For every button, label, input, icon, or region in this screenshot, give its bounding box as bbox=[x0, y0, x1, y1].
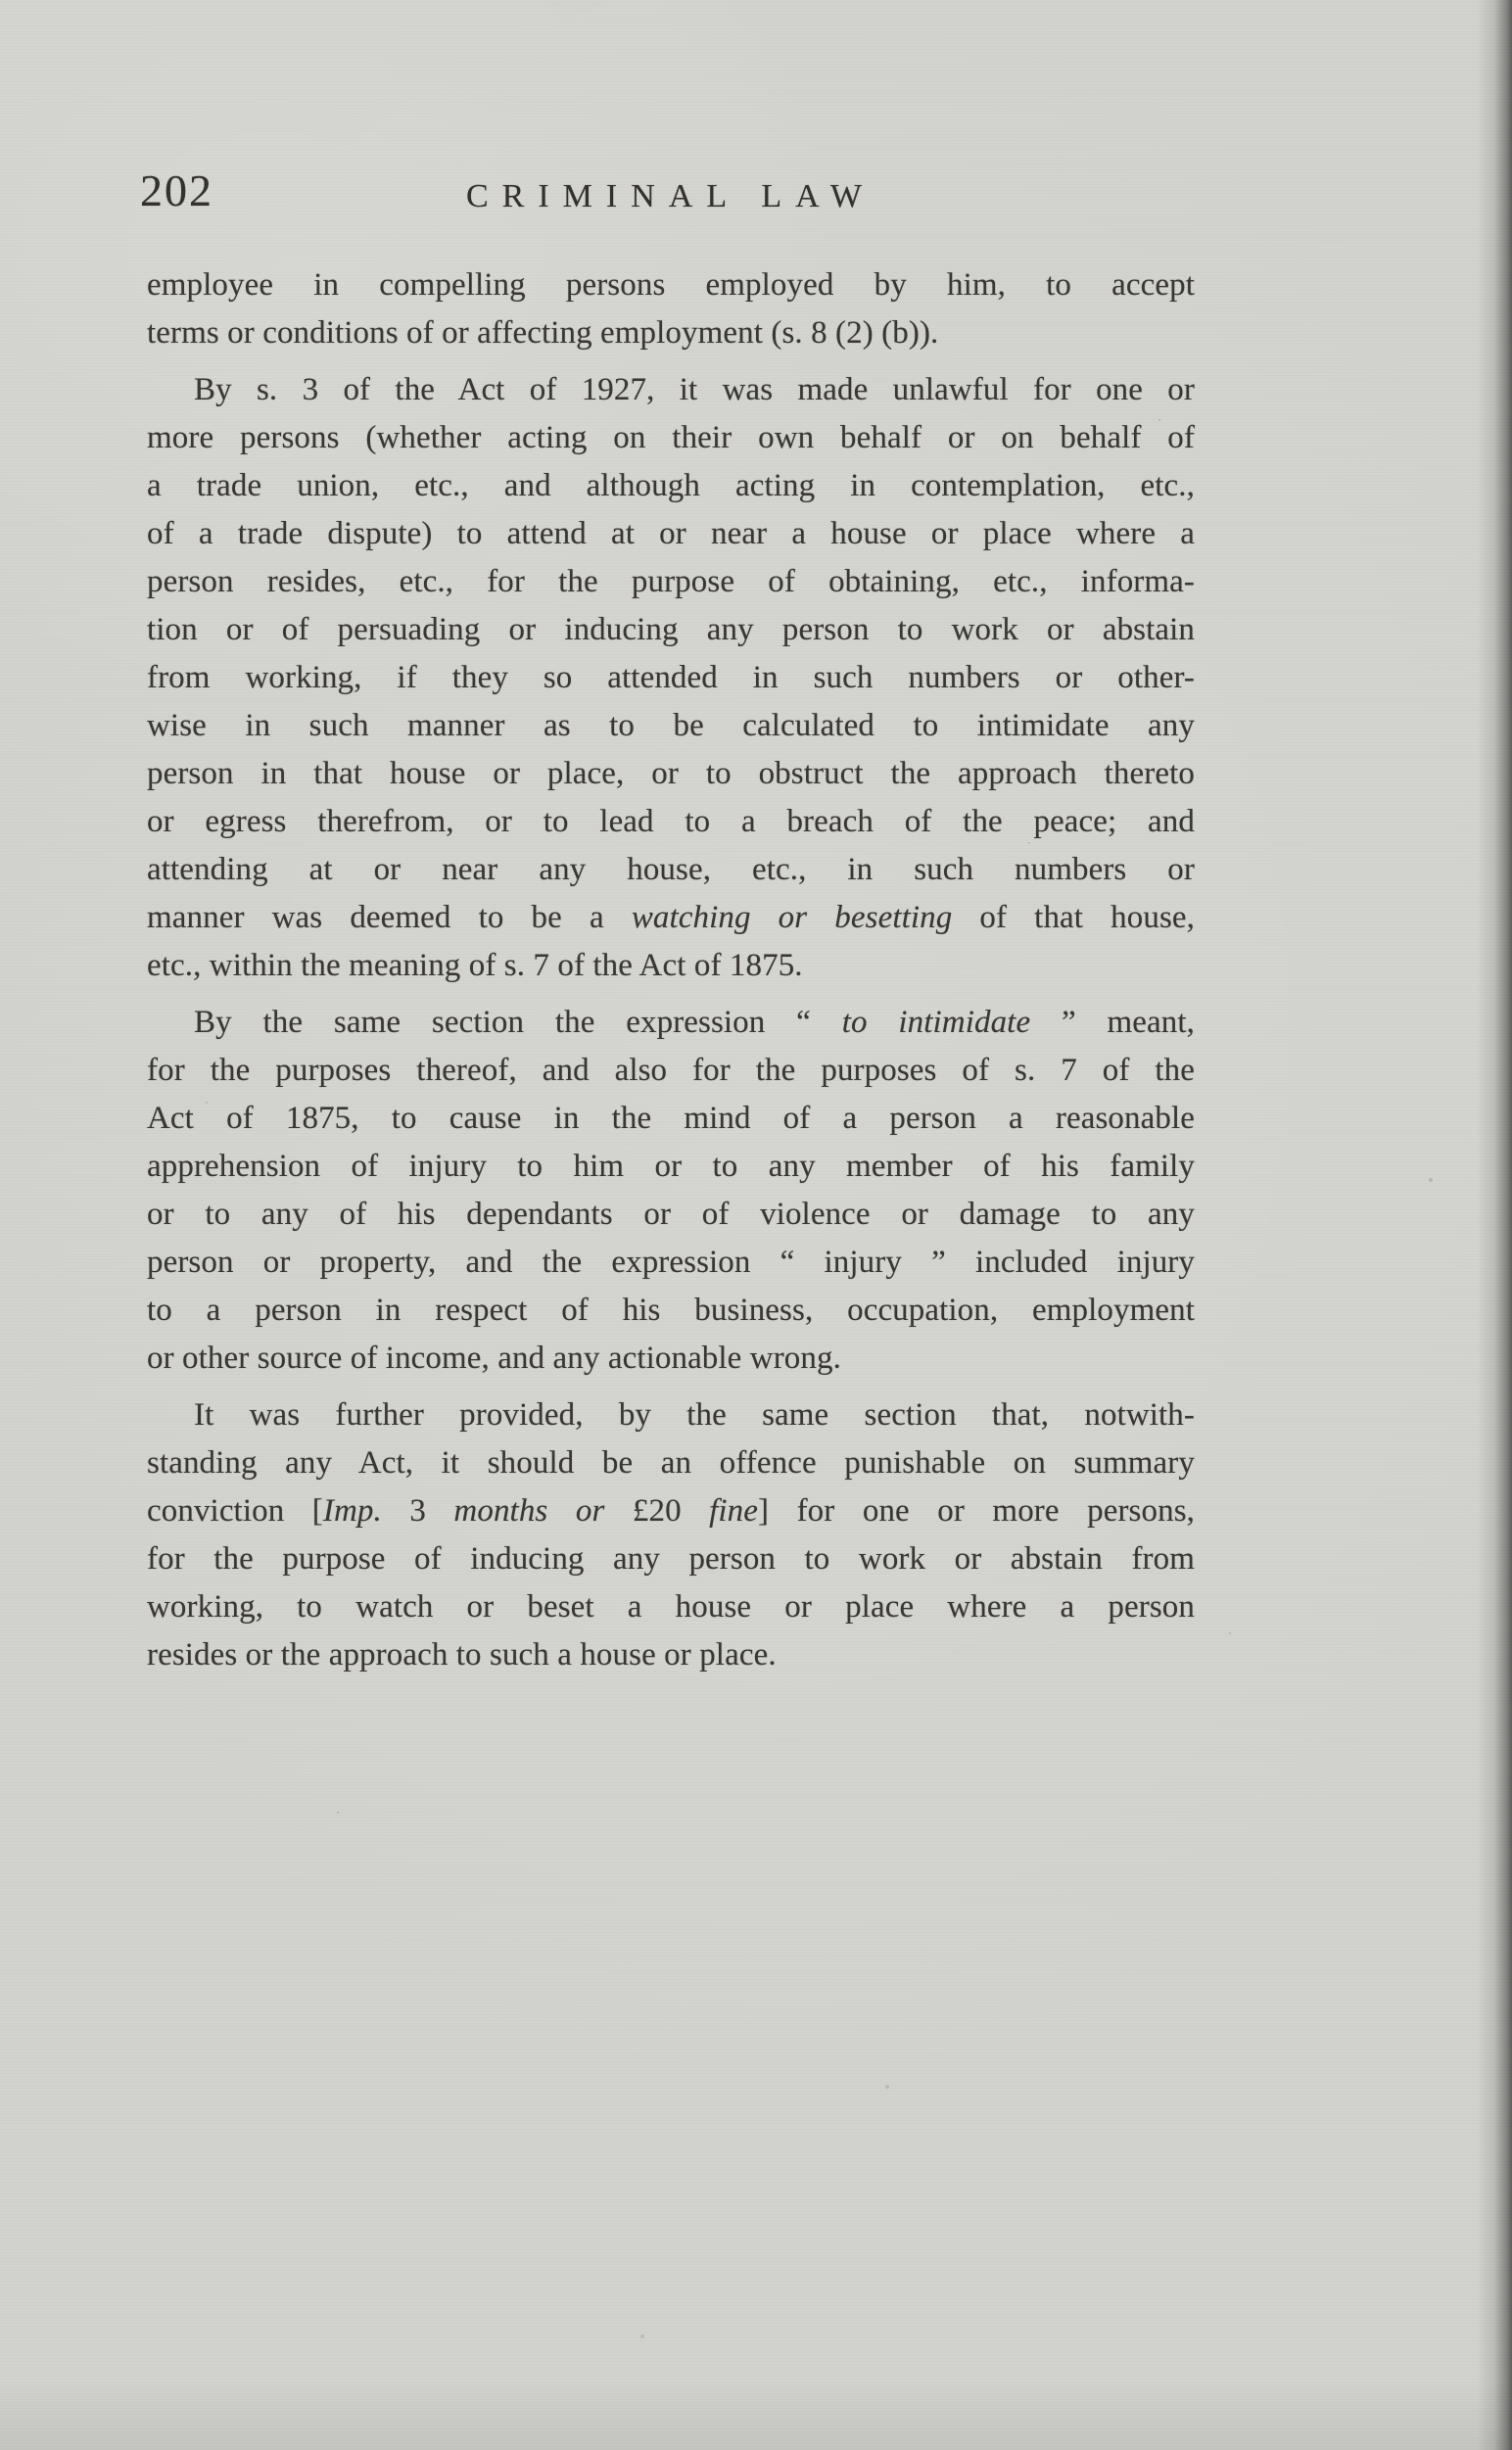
text-line: person in that house or place, or to obstruct the approach thereto bbox=[147, 756, 1195, 791]
paragraph bbox=[147, 999, 1195, 1383]
text-line: of a trade dispute) to attend at or near a house or place where a bbox=[147, 516, 1195, 551]
text-line: to a person in respect of his business, occupation, employment bbox=[147, 1293, 1195, 1328]
text-line: a trade union, etc., and although acting in contemplation, etc., bbox=[147, 468, 1195, 503]
text-line: manner was deemed to be a watching or besetting of that house, bbox=[147, 900, 1195, 935]
text-line: employee in compelling persons employed by him, to accept bbox=[147, 267, 1195, 303]
text-line: person or property, and the expression “ injury ” included injury bbox=[147, 1245, 1195, 1280]
page-edge-shadow bbox=[1477, 0, 1512, 2450]
text-line: from working, if they so attended in such numbers or other- bbox=[147, 660, 1195, 695]
text-line: working, to watch or beset a house or place where a person bbox=[147, 1589, 1195, 1625]
text-line: tion or of persuading or inducing any person to work or abstain bbox=[147, 612, 1195, 647]
text-line: etc., within the meaning of s. 7 of the Act of 1875. bbox=[147, 948, 803, 983]
text-line: for the purpose of inducing any person to work or abstain from bbox=[147, 1541, 1195, 1577]
text-line: conviction [Imp. 3 months or £20 fine] for one or more persons, bbox=[147, 1493, 1195, 1529]
running-title: CRIMINAL LAW bbox=[465, 178, 876, 214]
text-block bbox=[147, 261, 1195, 1688]
text-line: apprehension of injury to him or to any member of his family bbox=[147, 1149, 1195, 1184]
text-line: standing any Act, it should be an offence punishable on summary bbox=[147, 1445, 1195, 1481]
text-line: for the purposes thereof, and also for the purposes of s. 7 of the bbox=[147, 1053, 1195, 1088]
text-line: wise in such manner as to be calculated to intimidate any bbox=[147, 708, 1195, 743]
paragraph bbox=[147, 366, 1195, 990]
text-line: attending at or near any house, etc., in such numbers or bbox=[147, 852, 1195, 887]
text-line: person resides, etc., for the purpose of obtaining, etc., informa- bbox=[147, 564, 1195, 599]
text-line: or other source of income, and any actionable wrong. bbox=[147, 1341, 841, 1376]
text-line: or egress therefrom, or to lead to a breach of the peace; and bbox=[147, 804, 1195, 839]
text-line: resides or the approach to such a house or place. bbox=[147, 1637, 777, 1673]
text-line: It was further provided, by the same section that, notwith- bbox=[194, 1397, 1195, 1433]
paragraph bbox=[147, 1391, 1195, 1679]
paragraph bbox=[147, 261, 1195, 357]
text-line: By the same section the expression “ to intimidate ” meant, bbox=[194, 1005, 1196, 1040]
text-line: Act of 1875, to cause in the mind of a person a reasonable bbox=[147, 1101, 1195, 1136]
text-line: By s. 3 of the Act of 1927, it was made unlawful for one or bbox=[194, 372, 1195, 407]
text-line: more persons (whether acting on their own behalf or on behalf of bbox=[147, 420, 1195, 455]
text-line: terms or conditions of or affecting employment (s. 8 (2) (b)). bbox=[147, 315, 939, 351]
page-number: 202 bbox=[140, 165, 213, 215]
paper-specks bbox=[0, 0, 2, 2]
text-line: or to any of his dependants or of violence or damage to any bbox=[147, 1197, 1195, 1232]
